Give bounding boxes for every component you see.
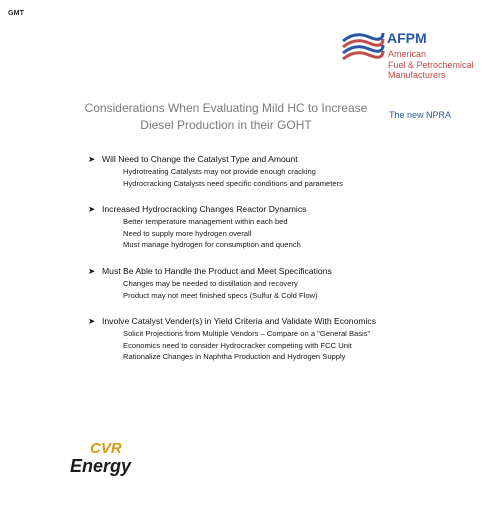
section-item: Better temperature management within each bed xyxy=(123,217,288,227)
flag-stripes-icon xyxy=(341,29,385,63)
section-item: Changes may be needed to distillation and recovery xyxy=(123,278,298,288)
section-item: Economics need to consider Hydrocracker competing with FCC Unit xyxy=(123,340,352,350)
slide-title-line: Diesel Production in their GOHT xyxy=(140,118,312,132)
afpm-tagline: The new NPRA xyxy=(389,110,452,120)
section-heading xyxy=(88,315,478,328)
section-heading xyxy=(88,265,478,278)
slide-content xyxy=(88,153,478,377)
arrow-bullet-icon: ➤ xyxy=(88,265,96,276)
section-item: Hydrotreating Catalysts may not provide enough cracking xyxy=(123,167,316,176)
cvr-logo-bottom: Energy xyxy=(70,456,132,476)
afpm-subtitle xyxy=(388,49,474,81)
afpm-subtitle-line: Fuel & Petrochemical xyxy=(388,59,474,70)
section xyxy=(88,203,478,251)
section-item: Solicit Projections from Multiple Vendors – Compare on a "General Basis" xyxy=(123,329,371,339)
cvr-energy-logo xyxy=(70,440,150,480)
section-item: Must manage hydrogen for consumption and quench xyxy=(123,240,301,250)
section xyxy=(88,153,478,189)
section-heading xyxy=(88,203,478,216)
section xyxy=(88,315,478,363)
section-item: Product may not meet finished specs (Sulfur & Cold Flow) xyxy=(123,290,318,300)
section-item: Hydrocracking Catalysts need specific conditions and parameters xyxy=(123,178,343,188)
section-item: Rationalize Changes in Naphtha Production and Hydrogen Supply xyxy=(123,352,346,362)
arrow-bullet-icon: ➤ xyxy=(88,204,96,215)
slide-title-line: Considerations When Evaluating Mild HC to Increase xyxy=(84,101,368,115)
arrow-bullet-icon: ➤ xyxy=(88,316,96,327)
afpm-subtitle-line: American xyxy=(388,49,427,59)
section-heading-text: Involve Catalyst Vender(s) in Yield Criteria and Validate With Economics xyxy=(102,316,377,327)
section-heading xyxy=(88,153,478,166)
afpm-subtitle-line: Manufacturers xyxy=(388,70,446,80)
cvr-logo-top: CVR xyxy=(90,440,122,457)
afpm-name: AFPM xyxy=(387,30,427,46)
slide-title xyxy=(80,100,372,134)
section-item: Need to supply more hydrogen overall xyxy=(123,228,252,238)
section-heading-text: Must Be Able to Handle the Product and Meet Specifications xyxy=(102,265,332,276)
section-heading-text: Increased Hydrocracking Changes Reactor Dynamics xyxy=(102,204,307,215)
section xyxy=(88,265,478,301)
arrow-bullet-icon: ➤ xyxy=(88,154,96,164)
section-heading-text: Will Need to Change the Catalyst Type and Amount xyxy=(102,154,298,164)
slide-corner-tag: GMT xyxy=(8,10,25,17)
